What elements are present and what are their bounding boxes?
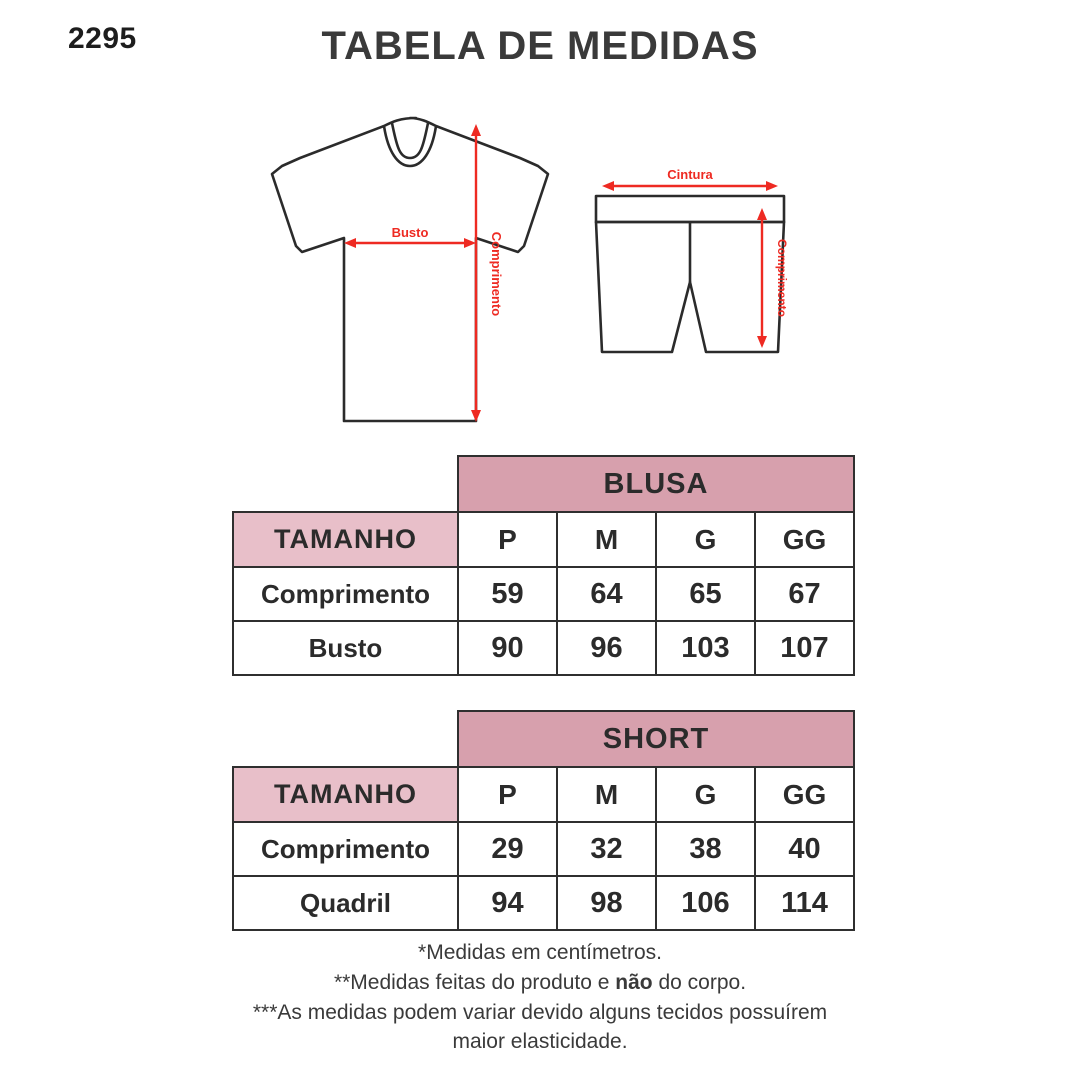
blusa-row-1-value-m: 96 — [557, 621, 656, 675]
footnote-2-bold: não — [615, 970, 653, 994]
footnote-2-after: do corpo. — [652, 970, 747, 994]
table-row — [233, 822, 854, 876]
short-row-1-value-p: 94 — [458, 876, 557, 930]
shorts-comprimento-label: Comprimento — [775, 239, 789, 317]
cintura-measure-arrow — [602, 181, 778, 191]
short-row-0-value-m: 32 — [557, 822, 656, 876]
footnote-line-4: maior elasticidade. — [452, 1030, 628, 1054]
short-size-m: M — [557, 767, 656, 822]
short-row-0-value-gg: 40 — [755, 822, 854, 876]
footnote-2-before: **Medidas feitas do produto e — [333, 970, 616, 994]
footnotes — [0, 938, 1080, 1057]
product-reference-code: 2295 — [68, 22, 137, 55]
short-row-1-label: Quadril — [233, 876, 458, 930]
blusa-table-wrapper — [232, 455, 855, 676]
short-header-spacer — [233, 711, 458, 767]
short-row-0-label: Comprimento — [233, 822, 458, 876]
table-row-sizes — [233, 767, 854, 822]
table-row — [233, 876, 854, 930]
short-size-table — [232, 710, 855, 931]
shorts-comprimento-measure-arrow — [757, 208, 767, 348]
short-row-0-value-p: 29 — [458, 822, 557, 876]
short-row-1-value-gg: 114 — [755, 876, 854, 930]
blusa-row-0-value-g: 65 — [656, 567, 755, 621]
table-row — [233, 567, 854, 621]
table-row-group-header — [233, 456, 854, 512]
footnote-line-1: *Medidas em centímetros. — [418, 941, 662, 964]
shorts-drawing — [596, 196, 784, 352]
short-row-1-value-g: 106 — [656, 876, 755, 930]
shirt-comprimento-measure-arrow — [471, 124, 481, 422]
shirt-comprimento-label: Comprimento — [489, 231, 504, 317]
blusa-row-1-value-p: 90 — [458, 621, 557, 675]
blusa-row-0-value-gg: 67 — [755, 567, 854, 621]
tshirt-drawing — [272, 118, 548, 421]
blusa-row-1-value-gg: 107 — [755, 621, 854, 675]
page-title: TABELA DE MEDIDAS — [321, 24, 759, 68]
blusa-size-p: P — [458, 512, 557, 567]
short-size-p: P — [458, 767, 557, 822]
blusa-row-1-value-g: 103 — [656, 621, 755, 675]
short-row-1-value-m: 98 — [557, 876, 656, 930]
short-table-wrapper — [232, 710, 855, 931]
blusa-size-g: G — [656, 512, 755, 567]
blusa-header-spacer — [233, 456, 458, 512]
short-group-header: SHORT — [458, 711, 854, 767]
blusa-row-1-label: Busto — [233, 621, 458, 675]
footnote-line-2 — [0, 968, 1080, 998]
cintura-label: Cintura — [667, 167, 713, 182]
short-size-label: TAMANHO — [233, 767, 458, 822]
short-size-gg: GG — [755, 767, 854, 822]
table-row-group-header — [233, 711, 854, 767]
busto-label: Busto — [391, 225, 429, 240]
blusa-size-table — [232, 455, 855, 676]
blusa-size-m: M — [557, 512, 656, 567]
short-row-0-value-g: 38 — [656, 822, 755, 876]
blusa-group-header: BLUSA — [458, 456, 854, 512]
short-size-g: G — [656, 767, 755, 822]
footnote-line-3: ***As medidas podem variar devido alguns tecidos possuírem — [252, 1000, 828, 1024]
blusa-row-0-value-m: 64 — [557, 567, 656, 621]
blusa-size-gg: GG — [755, 512, 854, 567]
blusa-size-label: TAMANHO — [233, 512, 458, 567]
table-row — [233, 621, 854, 675]
blusa-row-0-value-p: 59 — [458, 567, 557, 621]
blusa-row-0-label: Comprimento — [233, 567, 458, 621]
garment-illustration — [0, 96, 1080, 446]
table-row-sizes — [233, 512, 854, 567]
